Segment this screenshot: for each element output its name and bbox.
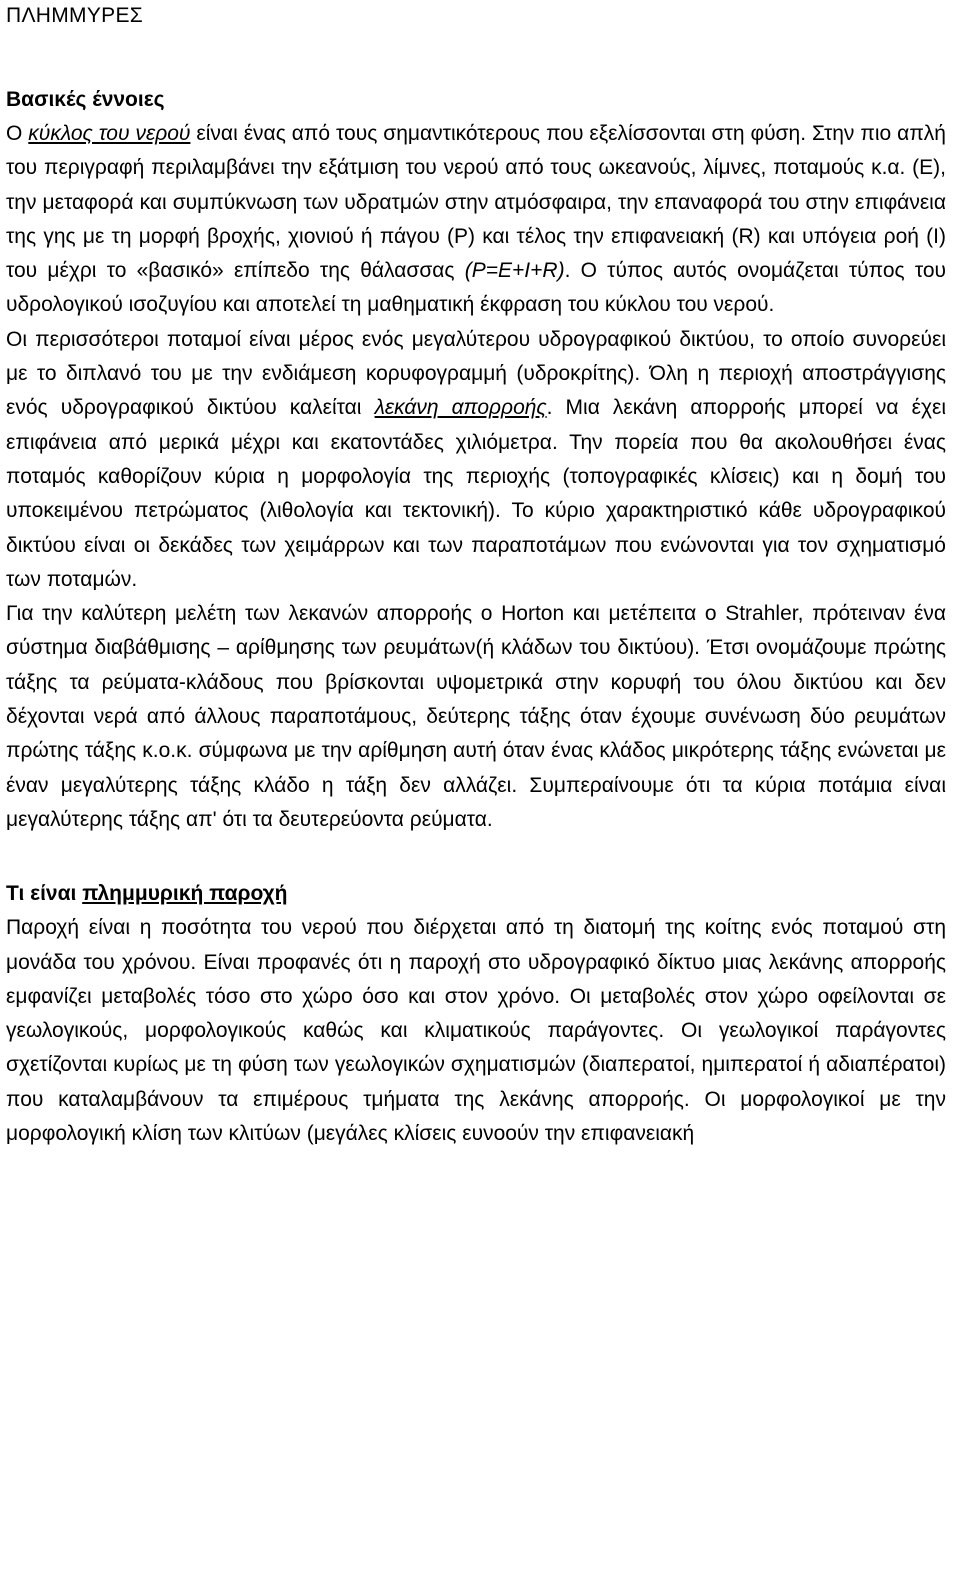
- paragraph-text: Οι περισσότεροι ποταμοί είναι μέρος ενός μεγαλύτερου υδρογραφικού δικτύου, το οποίο συνορεύει με το διπλανό του με την ενδιάμεση κορυφογραμμή (υδροκρίτης). Όλη η περιοχή αποστράγγισης ενός υδρογραφικού δικτύου καλείται: [6, 327, 946, 420]
- document-page: [6, 0, 946, 1151]
- paragraph-water-cycle: [6, 117, 946, 323]
- section-heading-flood-discharge: [6, 877, 946, 911]
- paragraph-text: Ο: [6, 122, 29, 145]
- paragraph-drainage-network: [6, 323, 946, 597]
- term-water-cycle: κύκλος του νερού: [28, 122, 191, 145]
- heading-text: Τι είναι: [6, 882, 83, 906]
- section-heading-basic-concepts: Βασικές έννοιες: [6, 88, 165, 111]
- document-title: ΠΛΗΜΜΥΡΕΣ: [6, 4, 144, 27]
- hydrologic-balance-formula: (P=E+I+R): [464, 259, 565, 283]
- paragraph-discharge-definition: Παροχή είναι η ποσότητα του νερού που διέρχεται από τη διατομή της κοίτης ενός ποταμού στη μονάδα του χρόνου. Είναι προφανές ότι η παροχή στο υδρογραφικό δίκτυο μιας λεκάνης απορροής εμφανίζει μεταβολές τόσο στο χώρο όσο και στον χρόνο. Οι μεταβολές στον χώρο οφείλονται σε γεωλογικούς, μορφολογικούς καθώς και κλιματικούς παράγοντες. Οι γεωλογικοί παράγοντες σχετίζονται κυρίως με τη φύση των γεωλογικών σχηματισμών (διαπερατοί, ημιπερατοί ή αδιαπέρατοι) που καταλαμβάνουν τα επιμέρους τμήματα της λεκάνης απορροής. Οι μορφολογικοί με την μορφολογική κλίση των κλιτύων (μεγάλες κλίσεις ευνοούν την επιφανειακή: [6, 916, 946, 1146]
- paragraph-text: . Ο τύπος αυτός ονομάζεται τύπος του υδρολογικού ισοζυγίου και αποτελεί τη μαθηματική έκφραση του κύκλου του νερού.: [6, 259, 947, 317]
- term-drainage-basin: λεκάνη απορροής: [374, 396, 547, 420]
- paragraph-text: είναι ένας από τους σημαντικότερους που εξελίσσονται στη φύση. Στην πιο απλή του περιγραφή περιλαμβάνει την εξάτμιση του νερού από τους ωκεανούς, λίμνες, ποταμούς κ.α. (Ε), την μεταφορά και συμπύκνωση των υδρατμών στην ατμόσφαιρα, την επαναφορά του στην επιφάνεια της γης με τη μορφή βροχής, χιονιού ή πάγου (Ρ) και τέλος την επιφανειακή (R) και υπόγεια ροή (Ι) του μέχρι το «βασικό» επίπεδο της θάλασσας: [6, 122, 946, 283]
- paragraph-text: . Μια λεκάνη απορροής μπορεί να έχει επιφάνεια από μερικά μέχρι και εκατοντάδες χιλιόμετρα. Την πορεία που θα ακολουθήσει ένας ποταμός καθορίζουν κύρια η μορφολογία της περιοχής (τοπογραφικές κλίσεις) και η δομή του υποκειμένου πετρώματος (λιθολογία και τεκτονική). Το κύριο χαρακτηριστικό κάθε υδρογραφικού δικτύου είναι οι δεκάδες των χειμάρρων και των παραποτάμων που ενώνονται για τον σχηματισμό των ποταμών.: [6, 396, 947, 591]
- paragraph-stream-order: Για την καλύτερη μελέτη των λεκανών απορροής ο Horton και μετέπειτα ο Strahler, πρότειναν ένα σύστημα διαβάθμισης – αρίθμησης των ρευμάτων(ή κλάδων του δικτύου). Έτσι ονομάζουμε πρώτης τάξης τα ρεύματα-κλάδους που βρίσκονται υψομετρικά στην κορυφή του όλου δικτύου και δεν δέχονται νερά από άλλους παραποτάμους, δεύτερης τάξης όταν έχουμε συνένωση δύο ρευμάτων πρώτης τάξης κ.ο.κ. σύμφωνα με την αρίθμηση αυτή όταν ένας κλάδος μικρότερης τάξης ενώνεται με έναν μεγαλύτερης τάξης κλάδο η τάξη δεν αλλάζει. Συμπεραίνουμε ότι τα κύρια ποτάμια είναι μεγαλύτερης τάξης απ' ότι τα δευτερεύοντα ρεύματα.: [6, 602, 946, 831]
- heading-underlined-text: πλημμυρική παροχή: [82, 882, 288, 906]
